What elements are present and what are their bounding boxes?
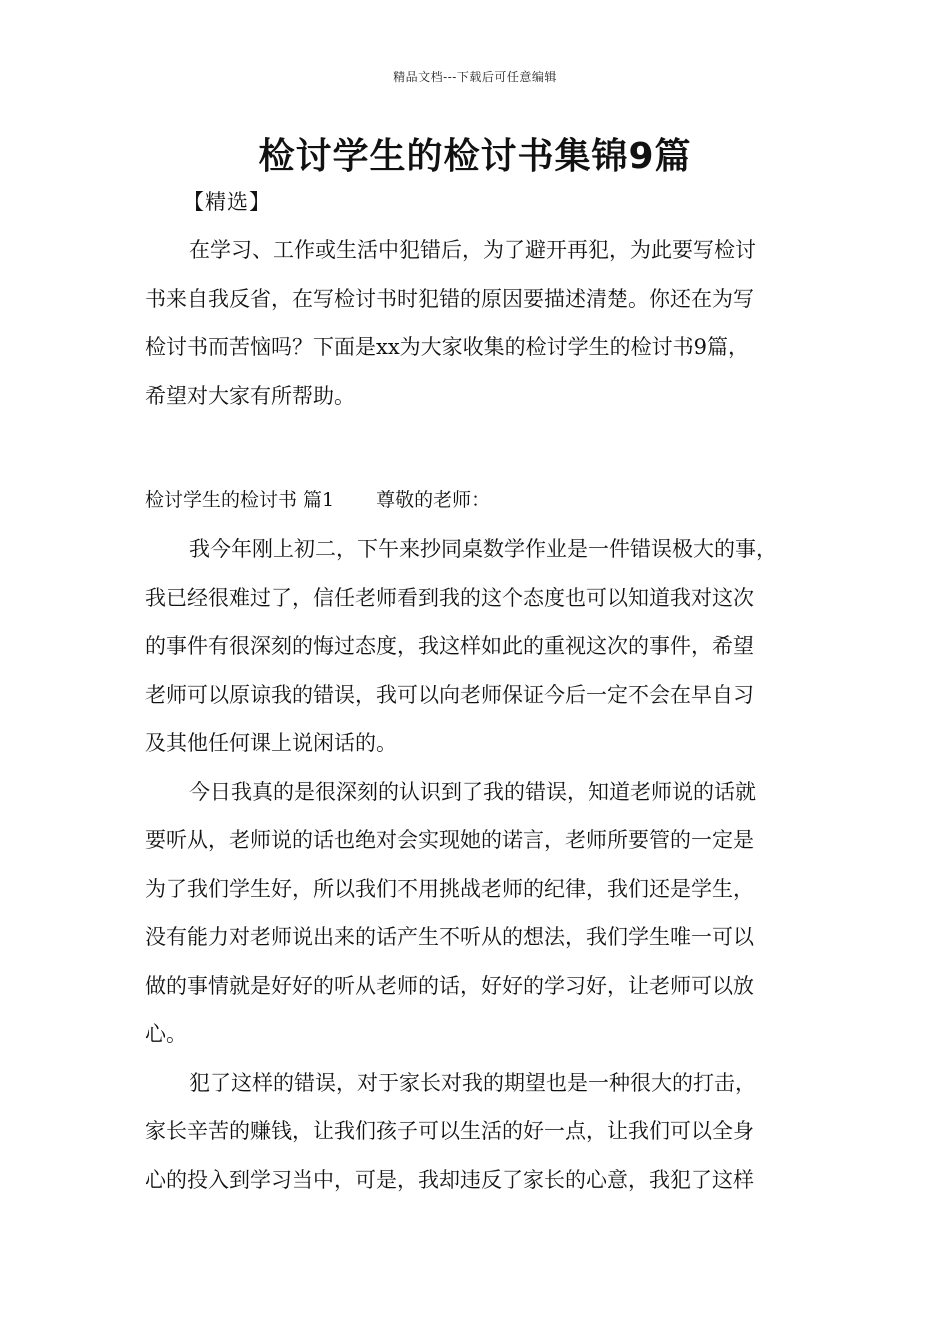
letter-line: 心。 xyxy=(145,1022,187,1046)
letter-line: 我已经很难过了，信任老师看到我的这个态度也可以知道我对这次 xyxy=(145,585,754,610)
letter-line: 老师可以原谅我的错误，我可以向老师保证今后一定不会在早自习 xyxy=(145,682,754,707)
letter-line: 及其他任何课上说闲话的。 xyxy=(145,731,397,755)
letter-line: 家长辛苦的赚钱，让我们孩子可以生活的好一点，让我们可以全身 xyxy=(145,1119,754,1143)
intro-paragraph xyxy=(145,226,835,420)
letter-line: 的事件有很深刻的悔过态度，我这样如此的重视这次的事件，希望 xyxy=(145,634,754,658)
intro-line: 书来自我反省，在写检讨书时犯错的原因要描述清楚。你还在为写 xyxy=(145,286,754,311)
intro-line: 希望对大家有所帮助。 xyxy=(145,383,355,408)
letter-line: 我今年刚上初二，下午来抄同桌数学作业是一件错误极大的事， xyxy=(189,537,777,561)
letter-line: 今日我真的是很深刻的认识到了我的错误，知道老师说的话就 xyxy=(189,779,756,804)
letter-line: 做的事情就是好好的听从老师的话，好好的学习好，让老师可以放 xyxy=(145,973,754,998)
letter-body xyxy=(145,525,835,1204)
intro-line: 检讨书而苦恼吗？下面是xx为大家收集的检讨学生的检讨书9篇， xyxy=(145,335,750,359)
intro-line: 在学习、工作或生活中犯错后，为了避开再犯，为此要写检讨 xyxy=(189,238,756,262)
document-title: 检讨学生的检讨书集锦9篇 xyxy=(258,136,692,177)
section-title: 检讨学生的检讨书 篇1 xyxy=(145,489,335,511)
letter-line: 犯了这样的错误，对于家长对我的期望也是一种很大的打击， xyxy=(189,1070,756,1095)
letter-line: 为了我们学生好，所以我们不用挑战老师的纪律，我们还是学生， xyxy=(145,876,754,901)
letter-line: 心的投入到学习当中，可是，我却违反了家长的心意，我犯了这样 xyxy=(145,1167,754,1192)
section-heading xyxy=(145,485,490,512)
salutation: 尊敬的老师： xyxy=(376,489,491,511)
letter-line: 没有能力对老师说出来的话产生不听从的想法，我们学生唯一可以 xyxy=(145,925,754,949)
letter-line: 要听从，老师说的话也绝对会实现她的诺言，老师所要管的一定是 xyxy=(145,828,754,852)
selected-tag: 【精选】 xyxy=(183,190,271,214)
header-note: 精品文档---下载后可任意编辑 xyxy=(393,70,557,84)
